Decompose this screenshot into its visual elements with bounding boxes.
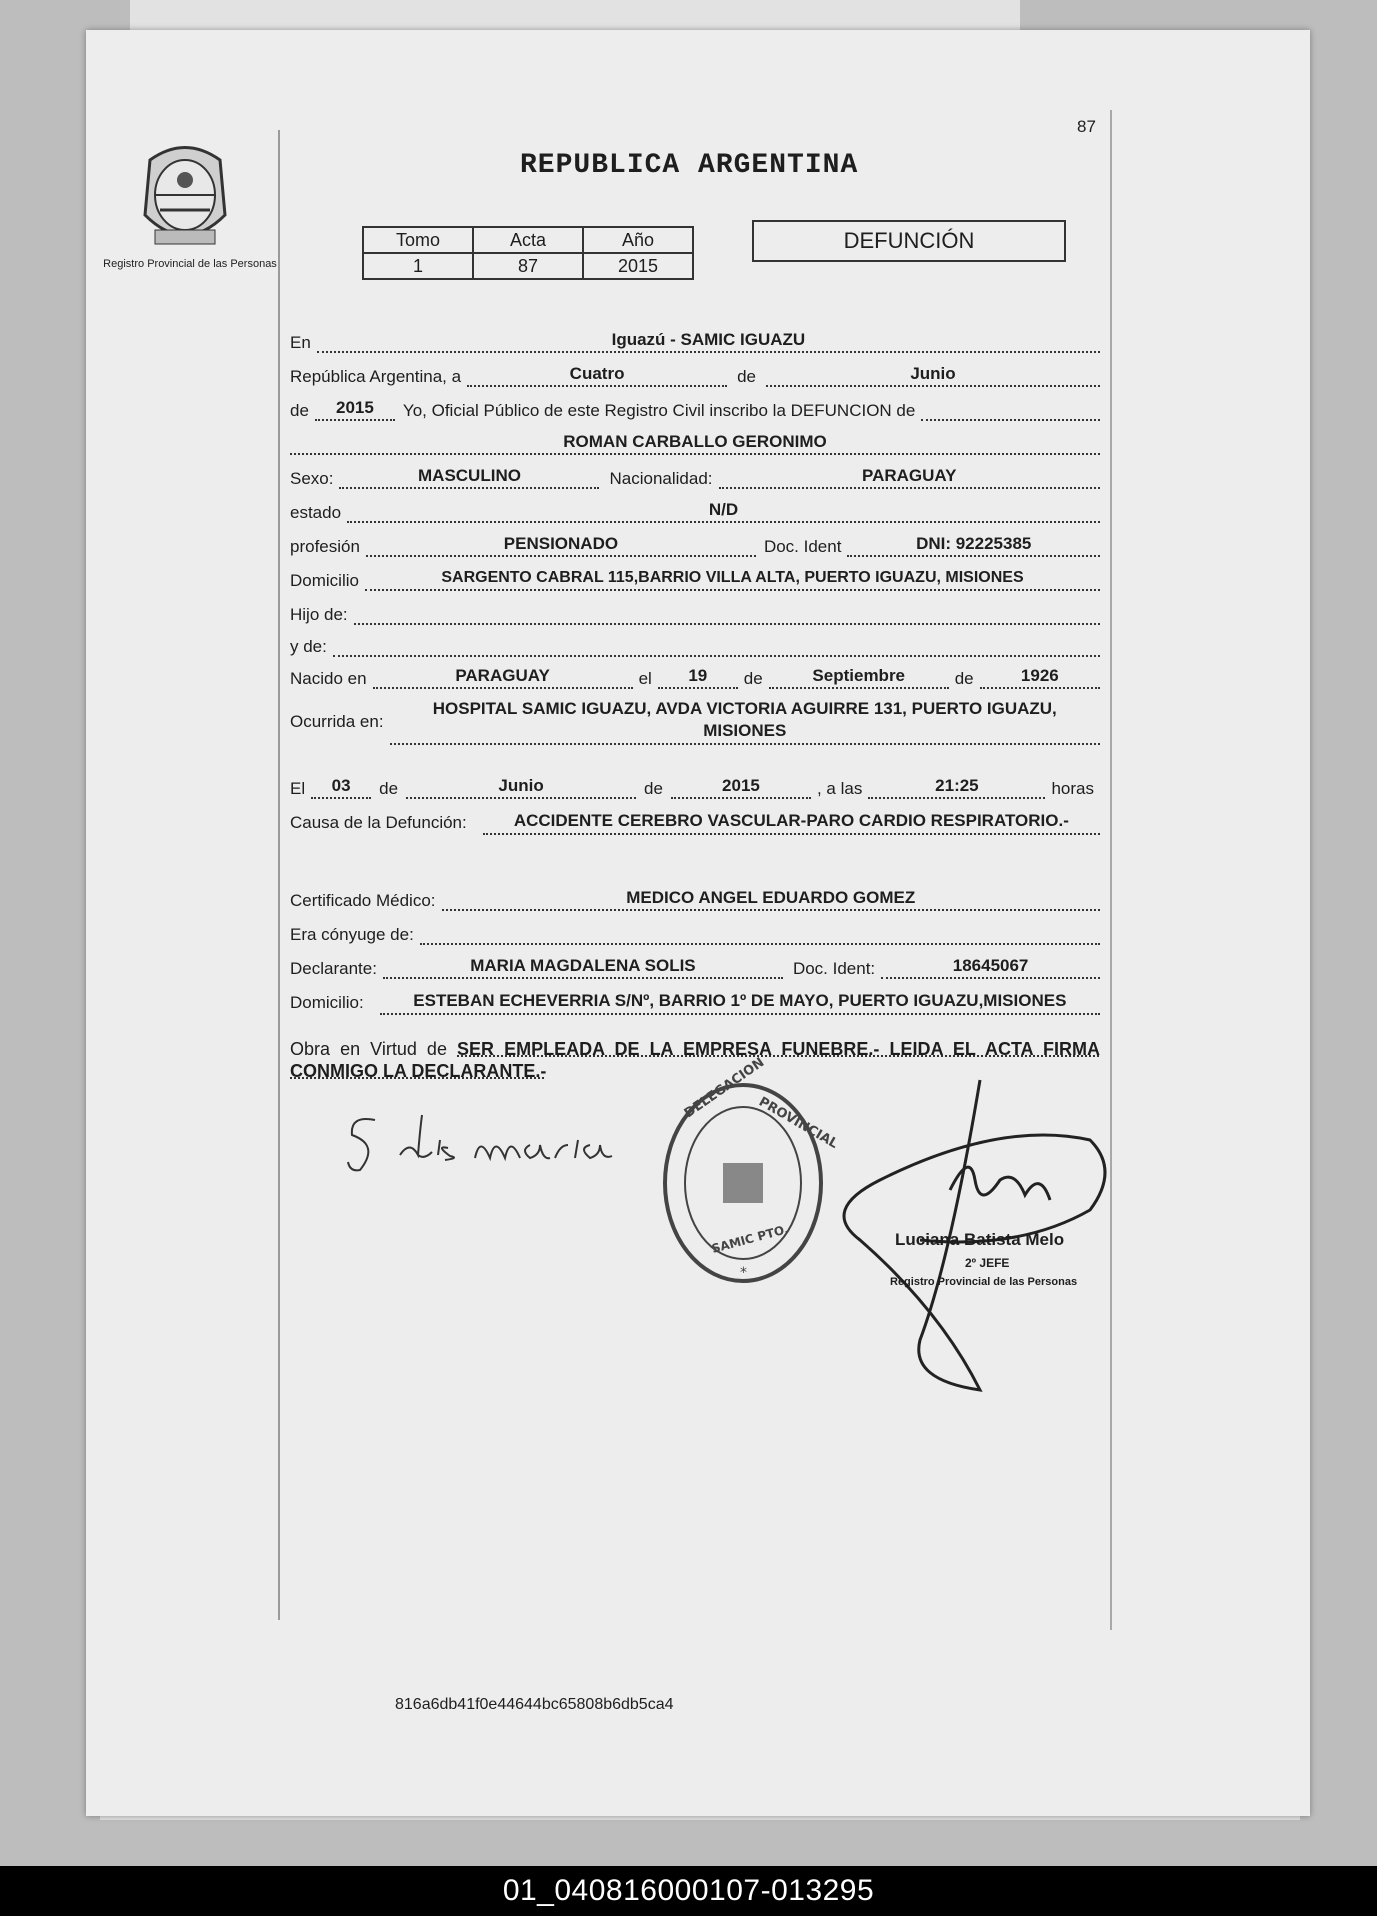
label-el: el [638,669,652,688]
scan-caption: 01_040816000107-013295 [0,1866,1377,1916]
label-y-de: y de: [290,637,327,656]
value-nac-anio: 1926 [980,666,1100,689]
document-hash: 816a6db41f0e44644bc65808b6db5ca4 [395,1696,674,1713]
row-nombre [290,432,1100,455]
official-name: Luciana Batista Melo [895,1230,1065,1249]
label-sexo: Sexo: [290,469,334,488]
label-en: En [290,333,311,352]
value-nombre: ROMAN CARBALLO GERONIMO [290,432,1100,455]
coat-caption: Registro Provincial de las Personas [103,258,277,270]
value-mes: Junio [766,364,1100,387]
declarant-signature-icon [340,1100,670,1190]
value-hijo-de [354,602,1100,625]
registry-value-acta: 87 [473,253,583,279]
label-doc-ident: Doc. Ident [763,537,842,556]
label-causa: Causa de la Defunción: [290,812,467,832]
left-margin-line [278,130,280,1620]
label-de-def-mes: de [379,779,399,798]
registry-header-tomo: Tomo [363,227,473,253]
value-obra: SER EMPLEADA DE LA EMPRESA FUNEBRE.- LEIDA EL ACTA FIRMA CONMIGO LA DECLARANTE.- [290,1039,1100,1081]
value-domicilio: SARGENTO CABRAL 115,BARRIO VILLA ALTA, PUERTO IGUAZU, MISIONES [365,568,1100,591]
label-domicilio2: Domicilio: [290,992,364,1012]
value-profesion: PENSIONADO [366,534,756,557]
value-causa: ACCIDENTE CEREBRO VASCULAR-PARO CARDIO RESPIRATORIO.- [483,810,1100,835]
coat-of-arms-icon [130,140,240,255]
value-estado: N/D [347,500,1100,523]
value-lugar: Iguazú - SAMIC IGUAZU [317,330,1100,353]
label-a-las: , a las [816,779,863,798]
row-nacido [290,666,1100,689]
value-anio: 2015 [315,398,395,421]
value-nac-mes: Septiembre [769,666,949,689]
row-fecha [290,364,1100,387]
label-nacido-en: Nacido en [290,669,367,688]
value-conyuge [420,922,1100,945]
row-certificado [290,888,1100,911]
value-declarante-doc: 18645067 [881,956,1100,979]
row-en [290,330,1100,353]
page-number: 87 [1077,117,1096,136]
row-hijo-de [290,602,1100,625]
label-obra: Obra en Virtud de [290,1039,447,1059]
row-ocurrida [290,698,1100,745]
registry-header-acta: Acta [473,227,583,253]
value-declarante-domicilio: ESTEBAN ECHEVERRIA S/Nº, BARRIO 1º DE MAYO, PUERTO IGUAZU,MISIONES [380,990,1100,1015]
row-fecha-defuncion [290,776,1100,799]
label-estado: estado [290,503,342,522]
value-def-mes: Junio [406,776,636,799]
label-de-def-anio: de [644,779,663,798]
registry-table [362,226,694,280]
value-nacionalidad: PARAGUAY [719,466,1101,489]
document-type-box: DEFUNCIÓN [752,220,1066,262]
page-title: REPUBLICA ARGENTINA [520,150,859,181]
right-margin-line [1110,110,1112,1630]
label-de-anio2: de [954,669,974,688]
value-sexo: MASCULINO [339,466,599,489]
row-domicilio [290,568,1100,591]
label-el2: El [290,779,306,798]
svg-text:*: * [740,1265,747,1281]
label-horas: horas [1051,779,1094,798]
registry-value-anio: 2015 [583,253,693,279]
value-ocurrida-en: HOSPITAL SAMIC IGUAZU, AVDA VICTORIA AGUIRRE 131, PUERTO IGUAZU, MISIONES [390,698,1100,745]
row-anio [290,398,1100,421]
value-nacido-en: PARAGUAY [373,666,633,689]
label-profesion: profesión [290,537,360,556]
value-declarante: MARIA MAGDALENA SOLIS [383,956,783,979]
label-domicilio: Domicilio [290,571,359,590]
official-signature-icon [800,1060,1140,1390]
label-republica: República Argentina, a [290,367,462,386]
row-declarante [290,956,1100,979]
label-conyuge: Era cónyuge de: [290,925,414,944]
label-declarante: Declarante: [290,959,377,978]
row-estado [290,500,1100,523]
label-nacionalidad: Nacionalidad: [609,469,713,488]
value-dni: DNI: 92225385 [847,534,1100,557]
svg-text:PROVINCIAL: PROVINCIAL [756,1094,841,1152]
label-certificado: Certificado Médico: [290,891,436,910]
svg-text:SAMIC PTO.: SAMIC PTO. [710,1221,790,1256]
value-nac-dia: 19 [658,666,738,689]
label-de-mes: de [743,669,763,688]
label-doc-ident2: Doc. Ident: [792,959,876,978]
value-def-hora: 21:25 [868,776,1045,799]
value-y-de [333,634,1100,657]
value-dia-letras: Cuatro [467,364,727,387]
row-domicilio-declarante [290,990,1100,1015]
row-profesion [290,534,1100,557]
svg-text:DELEGACION: DELEGACION [681,1055,768,1122]
value-def-dia: 03 [311,776,371,799]
label-hijo-de: Hijo de: [290,605,348,624]
registry-header-anio: Año [583,227,693,253]
label-yo: Yo, Oficial Público de este Registro Civil inscribo la DEFUNCION de [402,401,916,420]
value-certificado: MEDICO ANGEL EDUARDO GOMEZ [442,888,1100,911]
official-org: Registro Provincial de las Personas [890,1276,1078,1288]
row-causa [290,810,1100,835]
value-blank-yo [921,398,1100,421]
label-ocurrida-en: Ocurrida en: [290,711,384,731]
label-de: de [737,367,756,386]
official-title: 2º JEFE [965,1256,1010,1270]
row-sexo [290,466,1100,489]
registry-value-tomo: 1 [363,253,473,279]
label-de-anio: de [290,401,309,420]
row-conyuge [290,922,1100,945]
value-def-anio: 2015 [671,776,811,799]
row-y-de [290,634,1100,657]
